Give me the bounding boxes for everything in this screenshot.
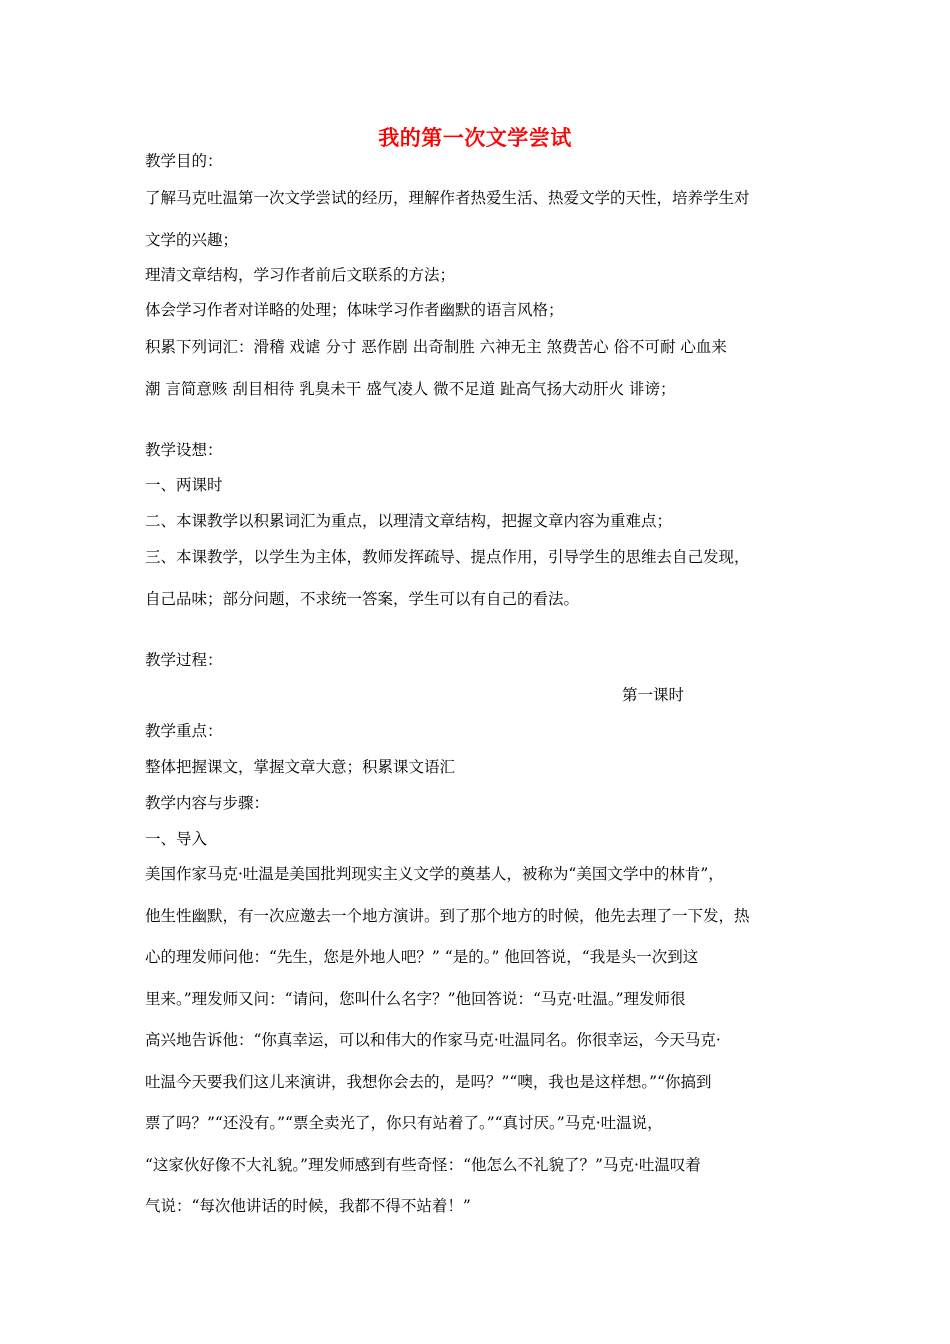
story-line: 吐温今天要我们这儿来演讲，我想你会去的，是吗？”“噢，我也是这样想。”“你搞到 — [145, 1073, 712, 1091]
design-line-1: 一、两课时 — [145, 476, 223, 494]
objectives-line-4: 体会学习作者对详略的处理；体味学习作者幽默的语言风格； — [145, 301, 564, 319]
story-line: 里来。”理发师又问：“请问，您叫什么名字？”他回答说：“马克·吐温。”理发师很 — [145, 990, 686, 1008]
story-line: 美国作家马克·吐温是美国批判现实主义文学的奠基人，被称为“美国文学中的林肯”， — [145, 865, 724, 883]
objectives-line-2: 文学的兴趣； — [145, 231, 239, 249]
story-line: 气说：“每次他讲话的时候，我都不得不站着！” — [145, 1197, 471, 1215]
objectives-line-6: 潮 言简意赅 刮目相待 乳臭未干 盛气凌人 微不足道 趾高气扬大动肝火 诽谤； — [145, 380, 676, 398]
design-heading: 教学设想： — [145, 441, 223, 459]
story-line: 他生性幽默，有一次应邀去一个地方演讲。到了那个地方的时候，他先去理了一下发，热 — [145, 907, 750, 925]
design-line-2: 二、本课教学以积累词汇为重点，以理清文章结构，把握文章内容为重难点； — [145, 512, 673, 530]
objectives-line-1: 了解马克吐温第一次文学尝试的经历，理解作者热爱生活、热爱文学的天性，培养学生对 — [145, 189, 750, 207]
objectives-heading: 教学目的： — [145, 152, 223, 170]
design-line-4: 自己品味；部分问题，不求统一答案，学生可以有自己的看法。 — [145, 590, 580, 608]
lesson-title: 第一课时 — [622, 686, 685, 704]
steps-heading: 教学内容与步骤： — [145, 794, 270, 812]
process-heading: 教学过程： — [145, 651, 223, 669]
objectives-line-5: 积累下列词汇：滑稽 戏谑 分寸 恶作剧 出奇制胜 六神无主 煞费苦心 俗不可耐 心血来 — [145, 338, 727, 356]
story-line: “这家伙好像不大礼貌。”理发师感到有些奇怪：“他怎么不礼貌了？”马克·吐温叹着 — [145, 1156, 701, 1174]
intro-heading: 一、导入 — [145, 830, 208, 848]
focus-text: 整体把握课文，掌握文章大意；积累课文语汇 — [145, 758, 456, 776]
design-line-3: 三、本课教学，以学生为主体，教师发挥疏导、提点作用，引导学生的思维去自己发现， — [145, 548, 750, 566]
story-line: 高兴地告诉他：“你真幸运，可以和伟大的作家马克·吐温同名。你很幸运，今天马克· — [145, 1031, 721, 1049]
focus-heading: 教学重点： — [145, 722, 223, 740]
story-line: 心的理发师问他：“先生，您是外地人吧？” “是的。” 他回答说，“我是头一次到这 — [145, 948, 699, 966]
story-line: 票了吗？”“还没有。”“票全卖光了，你只有站着了。”“真讨厌。”马克·吐温说， — [145, 1114, 663, 1132]
document-title: 我的第一次文学尝试 — [378, 125, 572, 150]
objectives-line-3: 理清文章结构，学习作者前后文联系的方法； — [145, 266, 456, 284]
